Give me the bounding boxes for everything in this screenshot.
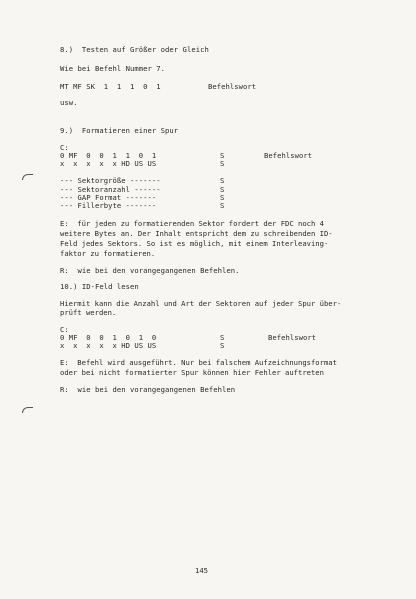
section-10-row1-label: Befehlswort [268,333,317,342]
section-10-c-label: C: [60,325,69,334]
margin-hole-mark-top [22,174,33,180]
section-9-row3-s: S [220,176,225,185]
section-10-intro-line-1: Hiermit kann die Anzahl und Art der Sektoren auf jeder Spur über- [60,299,342,308]
section-10-row2-s: S [220,341,225,350]
section-9-row4: --- Sektoranzahl ------ [60,185,161,194]
section-10-intro-line-2: prüft werden. [60,308,117,317]
section-8-heading: 8.) Testen auf Größer oder Gleich [60,45,209,54]
section-9-row2-bits: x x x x x HD US US [60,159,157,168]
section-10-heading: 10.) ID-Feld lesen [60,282,139,291]
section-9-r-text: R: wie bei den vorangegangenen Befehlen. [60,266,240,275]
section-9-row4-s: S [220,185,225,194]
section-10-row2-bits: x x x x x HD US US [60,341,157,350]
section-9-row5: --- GAP Format ------- [60,193,157,202]
section-8-usw: usw. [60,98,78,107]
section-9-row1-s: S [220,151,225,160]
section-9-heading: 9.) Formatieren einer Spur [60,126,179,135]
section-9-e-line-2: weitere Bytes an. Der Inhalt entspricht dem zu schreibenden ID- [60,229,333,238]
section-8-command-bits: MT MF SK 1 1 1 0 1 [60,82,161,91]
section-8-text: Wie bei Befehl Nummer 7. [60,64,166,73]
section-9-row5-s: S [220,193,225,202]
section-10-e-line-2: oder bei nicht formatierter Spur können hier Fehler auftreten [60,368,324,377]
section-8-command-label: Befehlswort [208,82,257,91]
section-10-row1-bits: 0 MF 0 0 1 0 1 0 [60,333,157,342]
section-9-row1-bits: 0 MF 0 0 1 1 0 1 [60,151,157,160]
section-9-row2-s: S [220,159,225,168]
section-9-c-label: C: [60,143,69,152]
section-9-e-line-1: E: für jeden zu formatierenden Sektor fordert der FDC noch 4 [60,219,324,228]
section-9-e-line-3: Feld jedes Sektors. So ist es möglich, mit einem Interleaving- [60,239,329,248]
section-9-row1-label: Befehlswort [264,151,313,160]
section-9-row3: --- Sektorgröße ------- [60,176,161,185]
section-9-row6: --- Fillerbyte ------- [60,201,157,210]
section-10-e-line-1: E: Befehl wird ausgeführt. Nur bei falschem Aufzeichnungsformat [60,358,337,367]
section-9-e-line-4: faktor zu formatieren. [60,249,156,258]
margin-hole-mark-bottom [22,407,33,413]
section-10-row1-s: S [220,333,225,342]
section-10-r-text: R: wie bei den vorangegangenen Befehlen [60,385,236,394]
page-number: 145 [195,566,208,575]
section-9-row6-s: S [220,201,225,210]
